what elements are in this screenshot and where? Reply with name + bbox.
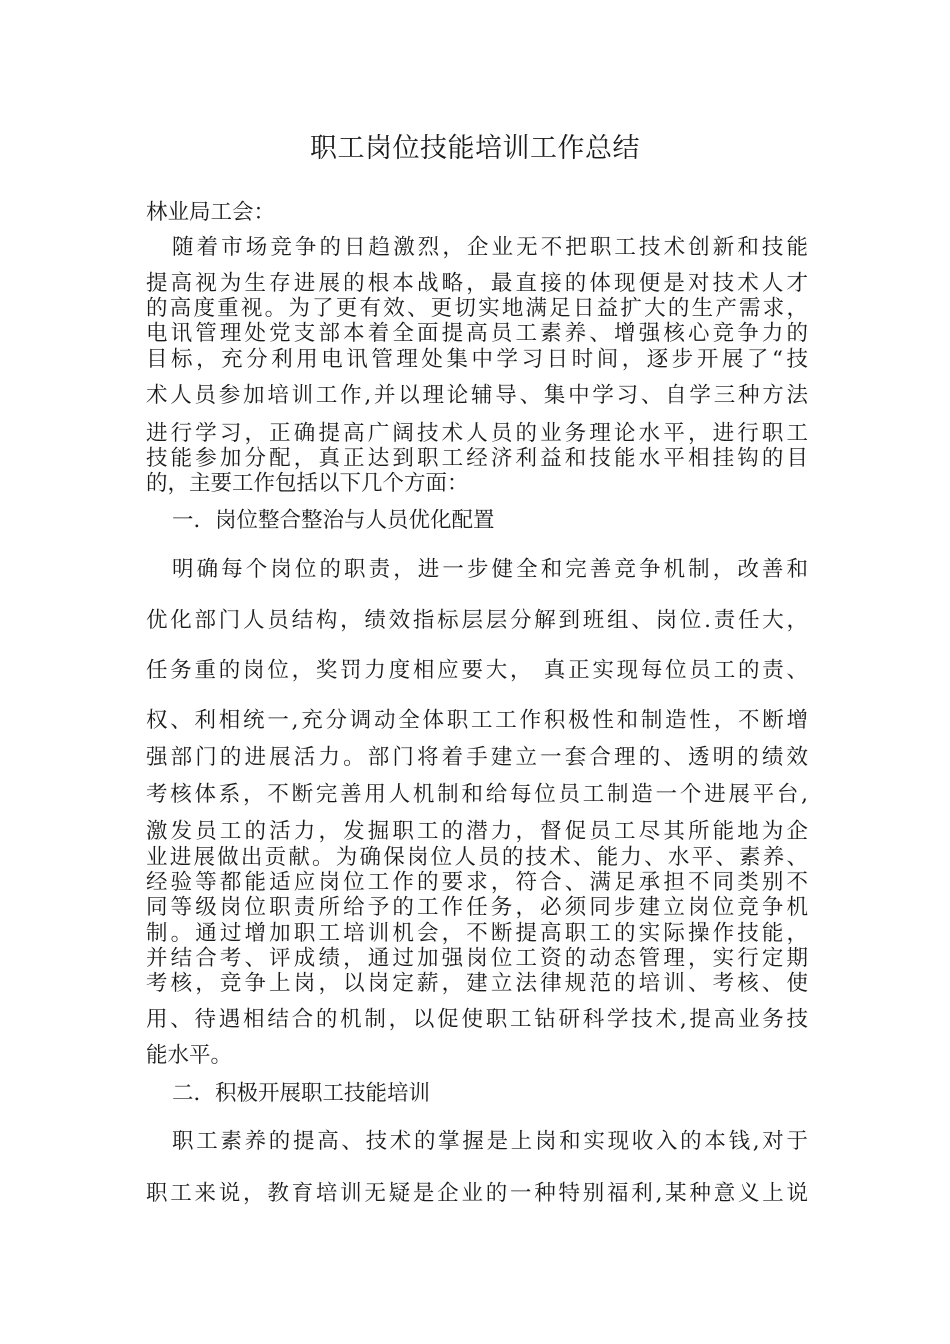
- paragraph-line: 制。通过增加职工培训机会，不断提高职工的实际操作技能，: [146, 921, 808, 946]
- paragraph-line: 考核，竞争上岗，以岗定薪，建立法律规范的培训、考核、使: [146, 971, 808, 996]
- paragraph-line: 任务重的岗位，奖罚力度相应要大， 真正实现每位员工的责、: [146, 658, 808, 683]
- paragraph-line: 考核体系，不断完善用人机制和给每位员工制造一个进展平台,: [146, 782, 808, 807]
- paragraph-line: 职工来说，教育培训无疑是企业的一种特别福利,某种意义上说: [146, 1181, 808, 1206]
- paragraph-line: 的，主要工作包括以下几个方面：: [146, 471, 469, 496]
- paragraph-line: 职工素养的提高、技术的掌握是上岗和实现收入的本钱,对于: [172, 1129, 808, 1154]
- paragraph-line: 经验等都能适应岗位工作的要求，符合、满足承担不同类别不: [146, 870, 808, 895]
- paragraph-line: 能水平。: [146, 1043, 233, 1068]
- paragraph-line: 明确每个岗位的职责，进一步健全和完善竞争机制，改善和: [172, 557, 808, 582]
- paragraph-line: 技能参加分配，真正达到职工经济利益和技能水平相挂钩的目: [146, 446, 808, 471]
- paragraph-line: 随着市场竞争的日趋激烈，企业无不把职工技术创新和技能: [172, 235, 808, 260]
- paragraph-line: 提高视为生存进展的根本战略，最直接的体现便是对技术人才: [146, 271, 808, 296]
- paragraph-line: 电讯管理处党支部本着全面提高员工素养、增强核心竞争力的: [146, 321, 808, 346]
- paragraph-line: 强部门的进展活力。部门将着手建立一套合理的、透明的绩效: [146, 745, 808, 770]
- paragraph-line: 进行学习，正确提高广阔技术人员的业务理论水平，进行职工: [146, 421, 808, 446]
- salutation: 林业局工会：: [146, 200, 276, 225]
- paragraph-line: 并结合考、评成绩，通过加强岗位工资的动态管理，实行定期: [146, 946, 808, 971]
- paragraph-line: 术人员参加培训工作,并以理论辅导、集中学习、自学三种方法: [146, 383, 808, 408]
- paragraph-line: 同等级岗位职责所给予的工作任务，必须同步建立岗位竞争机: [146, 895, 808, 920]
- paragraph-line: 业进展做出贡献。为确保岗位人员的技术、能力、水平、素养、: [146, 845, 808, 870]
- paragraph-line: 激发员工的活力，发掘职工的潜力，督促员工尽其所能地为企: [146, 819, 808, 844]
- paragraph-line: 优化部门人员结构，绩效指标层层分解到班组、岗位.责任大，: [146, 608, 808, 633]
- section-heading-2: 二．积极开展职工技能培训: [172, 1081, 431, 1106]
- paragraph-line: 权、利相统一,充分调动全体职工工作积极性和制造性，不断增: [146, 708, 808, 733]
- paragraph-line: 目标，充分利用电讯管理处集中学习日时间，逐步开展了“技: [146, 347, 808, 372]
- paragraph-line: 用、待遇相结合的机制，以促使职工钻研科学技术,提高业务技: [146, 1007, 808, 1032]
- section-heading-1: 一．岗位整合整治与人员优化配置: [172, 508, 495, 533]
- document-title: 职工岗位技能培训工作总结: [310, 133, 640, 164]
- paragraph-line: 的高度重视。为了更有效、更切实地满足日益扩大的生产需求，: [146, 296, 808, 321]
